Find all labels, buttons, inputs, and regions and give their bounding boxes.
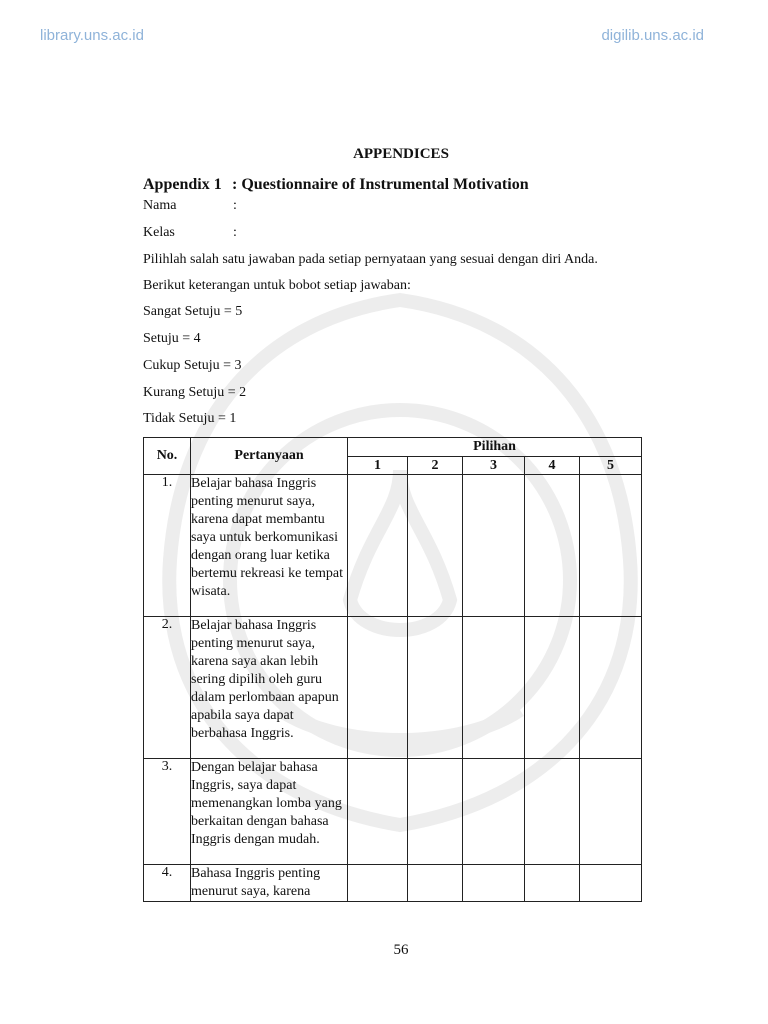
statement-text: Belajar bahasa Inggris penting menurut saya, karena saya akan lebih sering dipilih oleh guru dalam perlombaan apapun apabila saya dapat berbahasa Inggris. [191, 617, 348, 759]
column-header-no: No. [144, 438, 191, 475]
scale-item: Cukup Setuju = 3 [143, 358, 242, 373]
page-number: 56 [393, 942, 409, 958]
appendix-title: : Questionnaire of Instrumental Motivation [232, 176, 529, 193]
answer-cell[interactable] [408, 475, 463, 617]
column-header-choice: Pilihan [348, 438, 642, 457]
table-row [144, 617, 642, 759]
scale-item: Sangat Setuju = 5 [143, 304, 243, 319]
legend-intro: Berikut keterangan untuk bobot setiap jawaban: [143, 278, 411, 293]
field-kelas-sep: : [233, 225, 237, 240]
choice-header: 1 [348, 456, 408, 475]
answer-cell[interactable] [580, 617, 642, 759]
scale-item: Tidak Setuju = 1 [143, 411, 237, 426]
answer-cell[interactable] [525, 617, 580, 759]
row-number: 2. [144, 617, 191, 759]
appendix-heading [143, 176, 529, 194]
choice-header: 4 [525, 456, 580, 475]
header-left-link[interactable]: library.uns.ac.id [40, 27, 144, 44]
field-kelas-label: Kelas [143, 225, 175, 240]
appendix-label: Appendix 1 [143, 176, 222, 193]
answer-cell[interactable] [525, 865, 580, 902]
answer-cell[interactable] [348, 759, 408, 865]
choice-header: 5 [580, 456, 642, 475]
answer-cell[interactable] [580, 865, 642, 902]
answer-cell[interactable] [348, 865, 408, 902]
answer-cell[interactable] [408, 759, 463, 865]
answer-cell[interactable] [463, 617, 525, 759]
row-number: 4. [144, 865, 191, 902]
answer-cell[interactable] [348, 617, 408, 759]
scale-item: Kurang Setuju = 2 [143, 385, 247, 400]
answer-cell[interactable] [463, 759, 525, 865]
answer-cell[interactable] [525, 759, 580, 865]
statement-text: Belajar bahasa Inggris penting menurut saya, karena dapat membantu saya untuk berkomunikasi dengan orang luar ketika bertemu rekreasi ke tempat wisata. [191, 475, 348, 617]
row-number: 1. [144, 475, 191, 617]
answer-cell[interactable] [348, 475, 408, 617]
answer-cell[interactable] [408, 865, 463, 902]
column-header-question: Pertanyaan [191, 438, 348, 475]
choice-header: 2 [408, 456, 463, 475]
choice-header: 3 [463, 456, 525, 475]
questionnaire-table [143, 437, 642, 902]
answer-cell[interactable] [580, 475, 642, 617]
instruction-text: Pilihlah salah satu jawaban pada setiap pernyataan yang sesuai dengan diri Anda. [143, 252, 598, 267]
answer-cell[interactable] [463, 475, 525, 617]
field-nama-label: Nama [143, 198, 177, 213]
field-nama [143, 198, 237, 214]
table-row [144, 475, 642, 617]
statement-text: Dengan belajar bahasa Inggris, saya dapat memenangkan lomba yang berkaitan dengan bahasa Inggris dengan mudah. [191, 759, 348, 865]
appendices-title: APPENDICES [353, 146, 449, 162]
header-right-link[interactable]: digilib.uns.ac.id [601, 27, 704, 44]
answer-cell[interactable] [580, 759, 642, 865]
row-number: 3. [144, 759, 191, 865]
scale-item: Setuju = 4 [143, 331, 201, 346]
answer-cell[interactable] [525, 475, 580, 617]
statement-text: Bahasa Inggris penting menurut saya, karena [191, 865, 348, 902]
field-kelas [143, 225, 237, 241]
field-nama-sep: : [233, 198, 237, 213]
answer-cell[interactable] [408, 617, 463, 759]
table-row [144, 865, 642, 902]
table-row [144, 759, 642, 865]
answer-cell[interactable] [463, 865, 525, 902]
